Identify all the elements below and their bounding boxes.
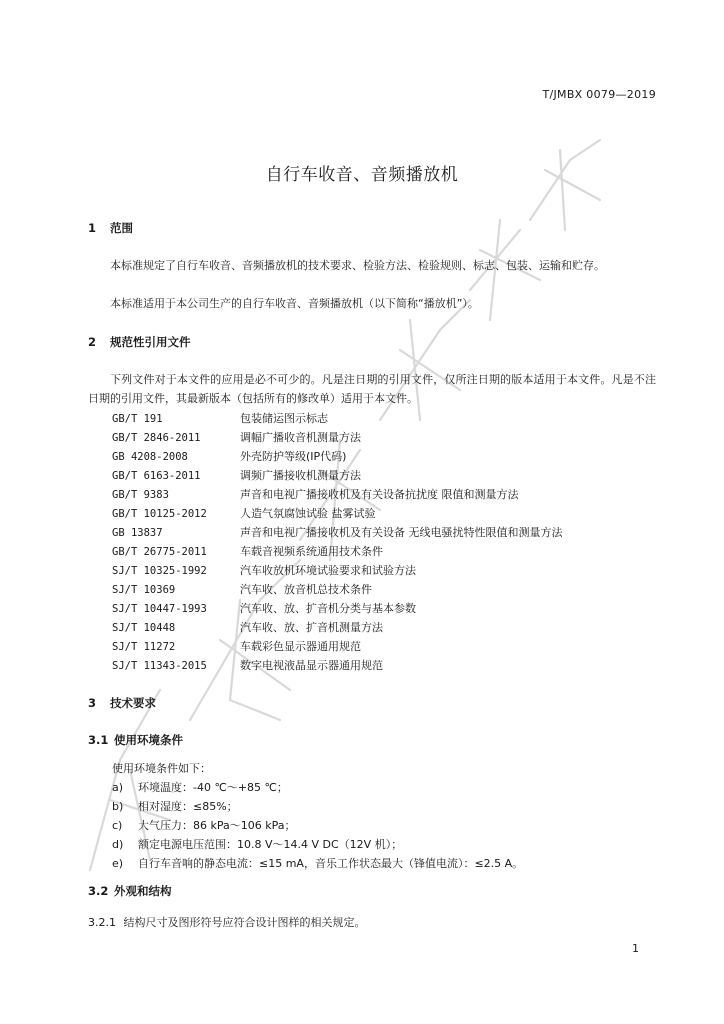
- section-number: 3.1: [88, 733, 109, 747]
- environment-intro: 使用环境条件如下：: [112, 762, 211, 775]
- reference-code: GB/T 9383: [112, 489, 169, 501]
- subsection-heading-environment: [88, 732, 183, 748]
- section-heading-technical: [88, 695, 156, 711]
- reference-item: [112, 656, 563, 675]
- reference-code: GB 13837: [112, 527, 163, 539]
- reference-title: 人造气氛腐蚀试验 盐雾试验: [240, 507, 376, 520]
- reference-title: 汽车收、放、扩音机分类与基本参数: [240, 602, 416, 615]
- list-marker: c): [112, 819, 123, 832]
- document-title: 自行车收音、音频播放机: [265, 165, 459, 185]
- reference-list: [112, 409, 563, 675]
- section-title: 外观和结构: [114, 884, 172, 898]
- section-number: 3: [88, 696, 97, 710]
- scope-paragraph-1: 本标准规定了自行车收音、音频播放机的技术要求、检验方法、检验规则、标志、包装、运输和贮存。: [110, 259, 605, 272]
- list-text: 环境温度：-40 ℃～+85 ℃；: [138, 781, 288, 794]
- list-item: [112, 835, 523, 854]
- section-heading-normative: [88, 334, 191, 350]
- page-number: 1: [632, 942, 639, 955]
- reference-item: [112, 599, 563, 618]
- reference-title: 调幅广播收音机测量方法: [240, 431, 361, 444]
- reference-item: [112, 447, 563, 466]
- list-text: 相对湿度：≤85%；: [138, 800, 238, 813]
- list-item: [112, 778, 523, 797]
- reference-title: 汽车收、放音机总技术条件: [240, 583, 372, 596]
- section-number: 3.2: [88, 884, 109, 898]
- reference-code: GB 4208-2008: [112, 451, 188, 463]
- reference-code: GB/T 2846-2011: [112, 432, 201, 444]
- reference-item: [112, 542, 563, 561]
- reference-item: [112, 523, 563, 542]
- reference-code: SJ/T 11272: [112, 641, 176, 653]
- reference-title: 调频广播接收机测量方法: [240, 469, 361, 482]
- reference-item: [112, 561, 563, 580]
- reference-title: 车载彩色显示器通用规范: [240, 640, 361, 653]
- reference-item: [112, 618, 563, 637]
- reference-code: GB/T 26775-2011: [112, 546, 207, 558]
- section-number: 2: [88, 335, 97, 349]
- list-item: [112, 797, 523, 816]
- reference-title: 车载音视频系统通用技术条件: [240, 545, 383, 558]
- reference-code: GB/T 6163-2011: [112, 470, 201, 482]
- reference-code: SJ/T 10447-1993: [112, 603, 207, 615]
- reference-item: [112, 504, 563, 523]
- reference-code: SJ/T 10325-1992: [112, 565, 207, 577]
- clause-text: 结构尺寸及图形符号应符合设计图样的相关规定。: [123, 916, 366, 929]
- reference-title: 声音和电视广播接收机及有关设备 无线电骚扰特性限值和测量方法: [240, 526, 563, 539]
- reference-item: [112, 485, 563, 504]
- section-title: 技术要求: [110, 696, 157, 710]
- clause-number: 3.2.1: [88, 916, 116, 929]
- reference-item: [112, 466, 563, 485]
- list-text: 额定电源电压范围：10.8 V～14.4 V DC（12V 机）；: [138, 838, 403, 851]
- standard-code: T/JMBX 0079—2019: [542, 88, 656, 101]
- reference-item: [112, 580, 563, 599]
- section-title: 规范性引用文件: [110, 335, 191, 349]
- reference-code: SJ/T 10369: [112, 584, 176, 596]
- reference-item: [112, 409, 563, 428]
- normative-intro: 下列文件对于本文件的应用是必不可少的。凡是注日期的引用文件，仅所注日期的版本适用于本文件。凡是不注日期的引用文件，其最新版本（包括所有的修改单）适用于本文件。: [88, 373, 656, 405]
- section-title: 使用环境条件: [114, 733, 184, 747]
- section-heading-scope: [88, 220, 133, 236]
- list-marker: d): [112, 838, 124, 851]
- list-item: [112, 854, 523, 873]
- list-item: [112, 816, 523, 835]
- list-text: 大气压力：86 kPa～106 kPa；: [138, 819, 296, 832]
- section-title: 范围: [110, 221, 134, 235]
- reference-title: 外壳防护等级(IP代码): [240, 450, 347, 463]
- reference-code: SJ/T 11343-2015: [112, 660, 207, 672]
- reference-title: 汽车收、放、扩音机测量方法: [240, 621, 383, 634]
- subsection-heading-appearance: [88, 883, 172, 899]
- reference-title: 汽车收放机环境试验要求和试验方法: [240, 564, 416, 577]
- reference-title: 声音和电视广播接收机及有关设备抗扰度 限值和测量方法: [240, 488, 519, 501]
- section-number: 1: [88, 221, 97, 235]
- reference-title: 数字电视液晶显示器通用规范: [240, 659, 383, 672]
- list-marker: b): [112, 800, 124, 813]
- reference-code: GB/T 191: [112, 413, 163, 425]
- reference-code: GB/T 10125-2012: [112, 508, 207, 520]
- clause-3-2-1: [88, 914, 366, 930]
- scope-paragraph-2: 本标准适用于本公司生产的自行车收音、音频播放机（以下简称“播放机”）。: [110, 297, 479, 310]
- reference-item: [112, 637, 563, 656]
- list-marker: e): [112, 857, 124, 870]
- environment-list: [112, 778, 523, 873]
- reference-title: 包装储运图示标志: [240, 412, 328, 425]
- reference-code: SJ/T 10448: [112, 622, 176, 634]
- list-text: 自行车音响的静态电流：≤15 mA，音乐工作状态最大（锋值电流）：≤2.5 A。: [138, 857, 524, 870]
- reference-item: [112, 428, 563, 447]
- list-marker: a): [112, 781, 124, 794]
